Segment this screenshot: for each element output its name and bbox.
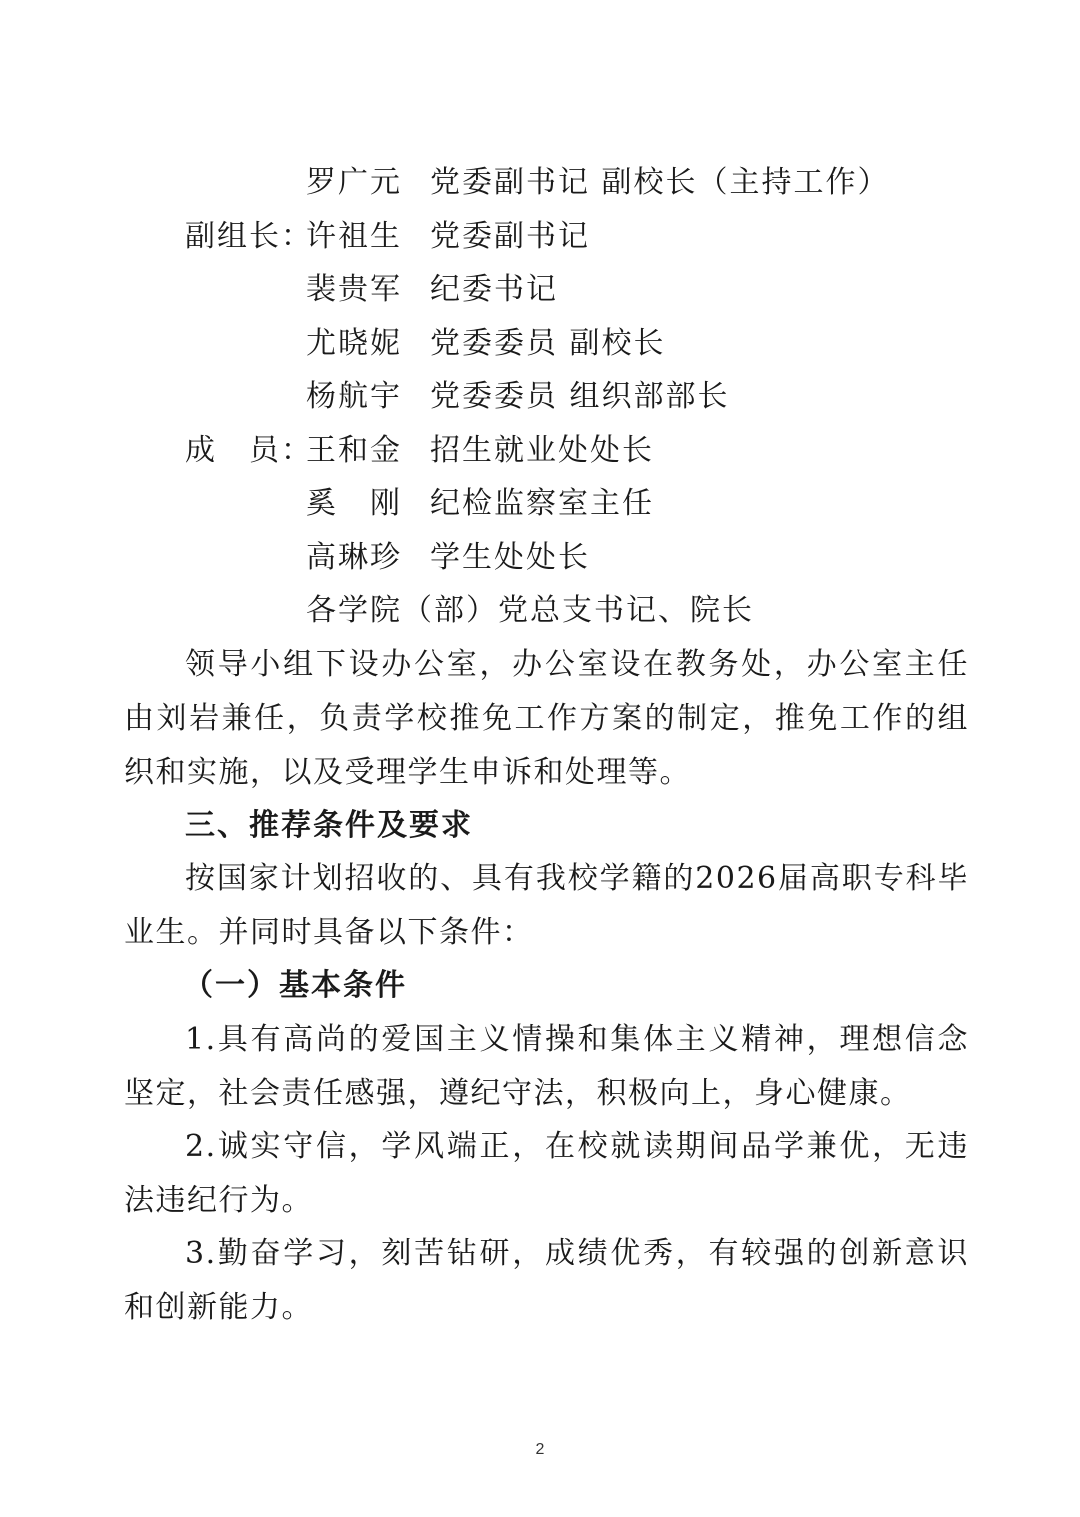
committee-title: 纪委书记 [430, 272, 558, 307]
condition-item: 2.诚实守信，学风端正，在校就读期间品学兼优，无违法违纪行为。 [124, 1129, 969, 1218]
section-heading: 三、推荐条件及要求 [185, 808, 473, 843]
committee-extra-line: 各学院（部）党总支书记、院长 [306, 593, 754, 628]
committee-title: 纪检监察室主任 [430, 486, 654, 521]
committee-title: 党委委员 组织部部长 [430, 379, 730, 414]
committee-name: 高琳珍 [306, 540, 402, 575]
condition-item: 3.勤奋学习，刻苦钻研，成绩优秀，有较强的创新意识和创新能力。 [124, 1236, 969, 1325]
committee-name: 尤晓妮 [306, 326, 402, 361]
section-intro-paragraph: 按国家计划招收的、具有我校学籍的2026届高职专科毕业生。并同时具备以下条件： [124, 861, 969, 950]
committee-role: 副组长： [185, 219, 313, 254]
committee-title: 招生就业处处长 [430, 433, 654, 468]
committee-title: 学生处处长 [430, 540, 590, 575]
subsection-heading: （一）基本条件 [183, 968, 407, 1003]
committee-name: 奚 刚 [306, 486, 402, 521]
committee-name: 裴贵军 [306, 272, 402, 307]
committee-name: 罗广元 [306, 165, 402, 200]
condition-item: 1.具有高尚的爱国主义情操和集体主义精神，理想信念坚定，社会责任感强，遵纪守法，积极向上，身心健康。 [124, 1022, 969, 1111]
committee-name: 杨航宇 [306, 379, 402, 414]
committee-role: 成 员： [185, 433, 313, 468]
committee-title: 党委副书记 副校长（主持工作） [430, 165, 890, 200]
committee-title: 党委委员 副校长 [430, 326, 666, 361]
committee-title: 党委副书记 [430, 219, 590, 254]
committee-name: 许祖生 [306, 219, 402, 254]
page-number: 2 [535, 1441, 545, 1458]
office-paragraph: 领导小组下设办公室，办公室设在教务处，办公室主任由刘岩兼任，负责学校推免工作方案的制定，推免工作的组织和实施，以及受理学生申诉和处理等。 [124, 647, 969, 790]
committee-name: 王和金 [306, 433, 402, 468]
